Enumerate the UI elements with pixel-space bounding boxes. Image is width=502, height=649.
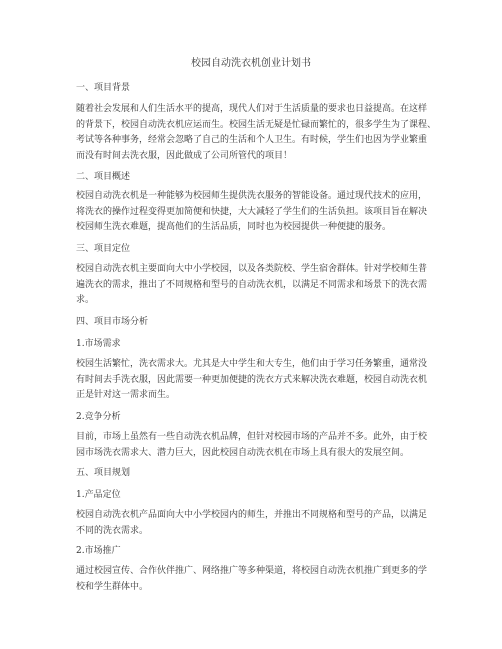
subsection-body-market-demand <box>76 357 432 404</box>
subsection-body-marketing <box>76 564 432 595</box>
section-body-background <box>76 102 437 164</box>
body-line: 校园自动洗衣机产品面向大中小学校园内的师生，并推出不同规格和型号的产品，以满足 <box>76 510 428 520</box>
body-line: 求。 <box>76 295 95 305</box>
section-heading-planning: 五、项目规划 <box>76 468 131 478</box>
section-heading-overview: 二、项目概述 <box>76 172 131 182</box>
body-line: 校和学生群体中。 <box>76 581 149 592</box>
body-line: 遍洗衣的需求，推出了不同规格和型号的自动洗衣机，以满足不同需求和场景下的洗衣需 <box>76 279 428 290</box>
body-line: 不同的洗衣需求。 <box>76 525 149 536</box>
section-heading-positioning: 三、项目定位 <box>76 244 131 254</box>
section-heading-market-analysis: 四、项目市场分析 <box>76 317 149 327</box>
subsection-body-competition <box>76 430 432 461</box>
body-line: 园市场洗衣需求大、潜力巨大，因此校园自动洗衣机在市场上具有很大的发展空间。 <box>76 447 410 458</box>
body-line: 校园生活繁忙，洗衣需求大。尤其是大中学生和大专生，他们由于学习任务繁重，通常没 <box>76 359 428 369</box>
body-line: 目前，市场上虽然有一些自动洗衣机品牌，但针对校园市场的产品并不多。此外，由于校 <box>76 432 428 442</box>
body-line: 正是针对这一需求而生。 <box>76 390 176 400</box>
body-line: 而没有时间去洗衣服，因此做成了公司所管代的项目！ <box>76 150 293 161</box>
body-line: 有时间去手洗衣服，因此需要一种更加便捷的洗衣方式来解决洗衣难题，校园自动洗衣机 <box>76 374 428 385</box>
body-line: 随着社会发展和人们生活水平的提高，现代人们对于生活质量的要求也日益提高。在这样 <box>76 104 428 114</box>
body-line: 校园师生洗衣难题，提高他们的生活品质，同时也为校园提供一种便捷的服务。 <box>76 222 392 232</box>
subsection-body-product-positioning <box>76 508 432 539</box>
subsection-heading-market-demand: 1.市场需求 <box>76 339 121 349</box>
subsection-heading-product-positioning: 1.产品定位 <box>76 490 121 500</box>
body-line: 通过校园宣传、合作伙伴推广、网络推广等多种渠道，将校园自动洗衣机推广到更多的学 <box>76 566 428 576</box>
body-line: 考试等各种事务，经常会忽略了自己的生活和个人卫生。有时候，学生们也因为学业繁重 <box>76 135 428 145</box>
section-heading-background: 一、项目背景 <box>76 83 131 93</box>
body-line: 校园自动洗衣机主要面向大中小学校园，以及各类院校、学生宿舍群体。针对学校师生普 <box>76 264 428 274</box>
subsection-heading-marketing: 2.市场推广 <box>76 546 121 556</box>
body-line: 校园自动洗衣机是一种能够为校园师生提供洗衣服务的智能设备。通过现代技术的应用， <box>76 191 428 201</box>
subsection-heading-competition: 2.竞争分析 <box>76 412 121 422</box>
section-body-overview <box>76 189 432 236</box>
section-body-positioning <box>76 262 432 309</box>
body-line: 的背景下，校园自动洗衣机应运而生。校园生活无疑是忙碌而繁忙的，很多学生为了课程、 <box>76 119 437 130</box>
body-line: 将洗衣的操作过程变得更加简便和快捷，大大减轻了学生们的生活负担。该项目旨在解决 <box>76 206 428 217</box>
document-title: 校园自动洗衣机创业计划书 <box>191 58 311 69</box>
